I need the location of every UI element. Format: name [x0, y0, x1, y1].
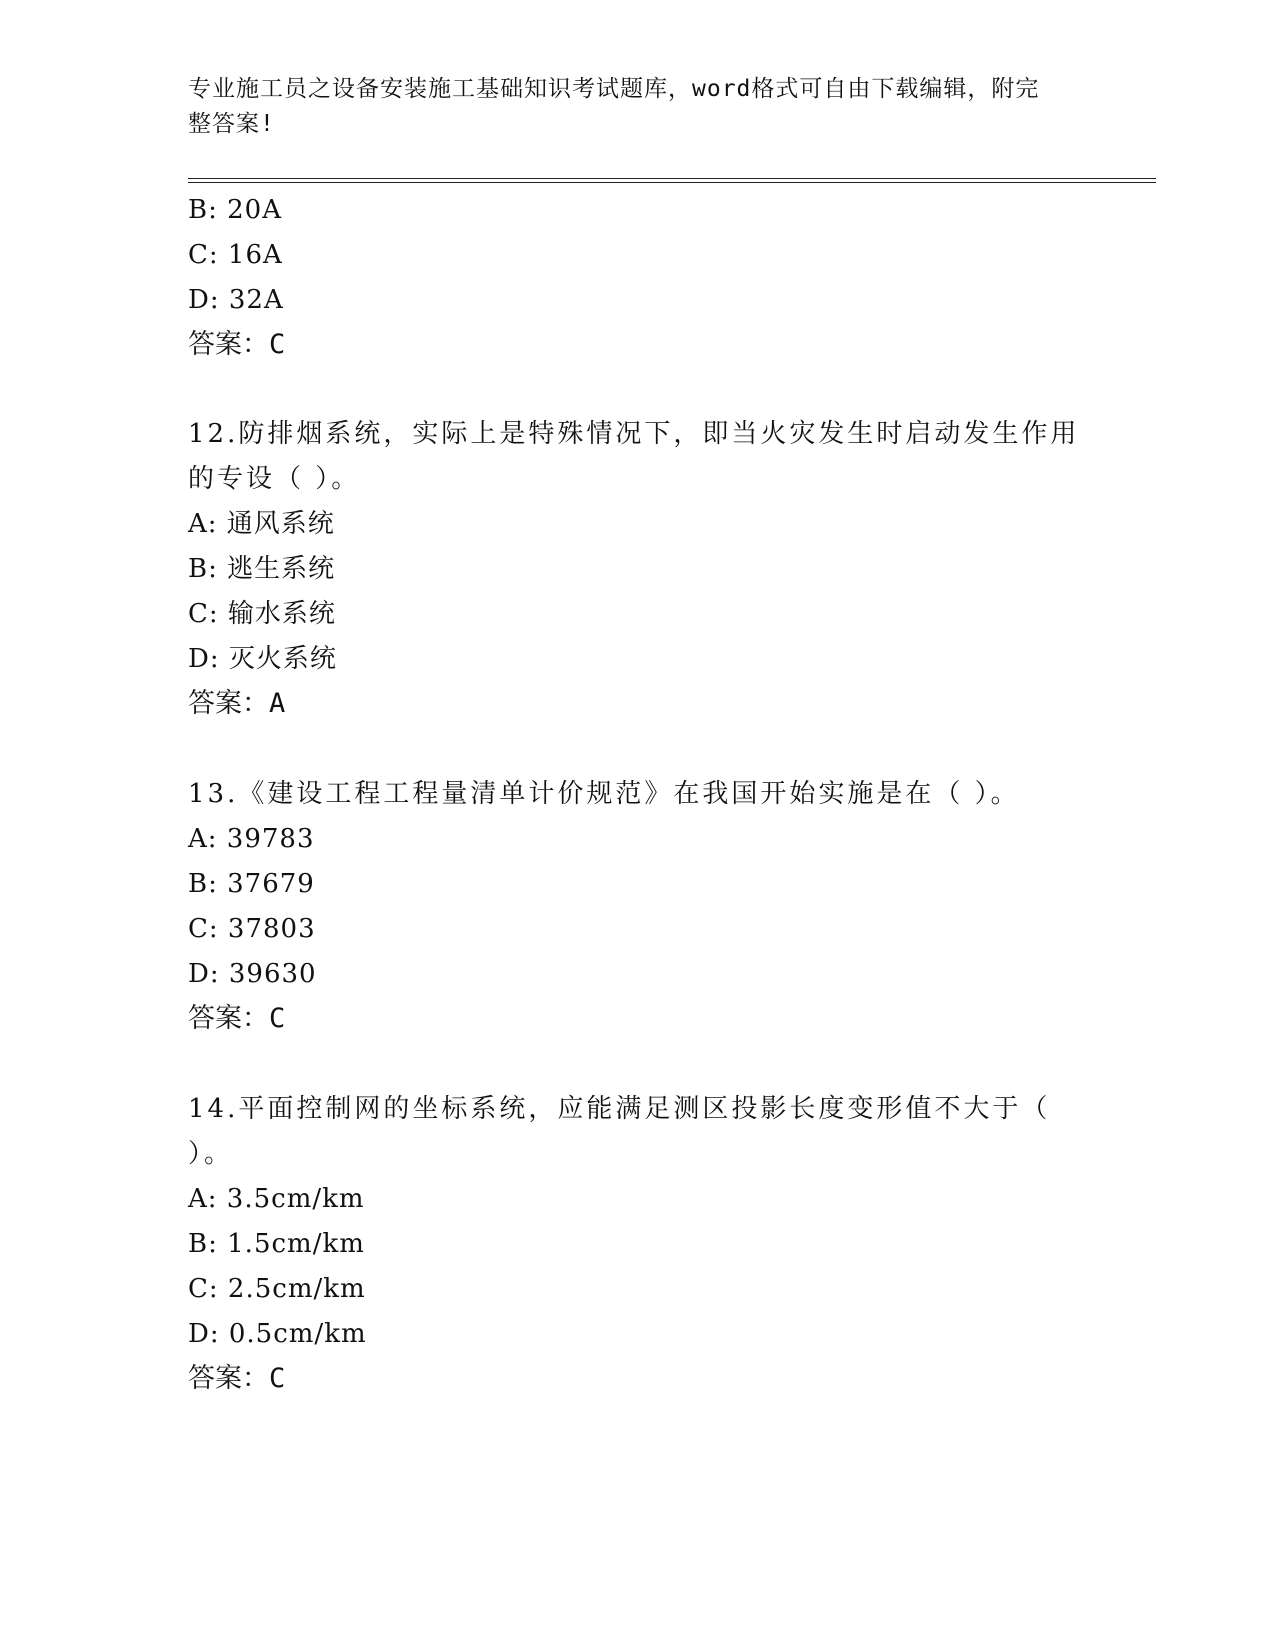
page-header	[188, 72, 1088, 142]
q14-option-a: A: 3.5cm/km	[188, 1184, 365, 1214]
header-title-line-1: 专业施工员之设备安装施工基础知识考试题库，word格式可自由下载编辑，附完	[188, 76, 1040, 102]
header-divider-top	[188, 178, 1156, 179]
q12-option-d: D: 灭火系统	[188, 644, 337, 674]
q14-stem-line-2: ）。	[188, 1139, 234, 1169]
header-divider-bottom	[188, 182, 1156, 183]
q14-option-b: B: 1.5cm/km	[188, 1229, 365, 1259]
q14-stem-line-1: 14.平面控制网的坐标系统，应能满足测区投影长度变形值不大于（	[188, 1094, 1051, 1124]
q14-answer: 答案：C	[188, 1363, 286, 1394]
q11-option-b: B: 20A	[188, 195, 282, 225]
q13-option-c: C: 37803	[188, 914, 316, 944]
q12-option-a: A: 通风系统	[188, 509, 335, 539]
q13-stem-line-1: 13.《建设工程工程量清单计价规范》在我国开始实施是在（ ）。	[188, 779, 1020, 809]
q11-answer: 答案：C	[188, 329, 286, 360]
q11-option-d: D: 32A	[188, 285, 284, 315]
q12-stem-line-2: 的专设（ ）。	[188, 464, 361, 494]
q13-option-b: B: 37679	[188, 869, 315, 899]
q13-option-a: A: 39783	[188, 824, 315, 854]
q14-option-c: C: 2.5cm/km	[188, 1274, 366, 1304]
q11-option-c: C: 16A	[188, 240, 283, 270]
q12-option-b: B: 逃生系统	[188, 554, 336, 584]
q14-option-d: D: 0.5cm/km	[188, 1319, 367, 1349]
q13-option-d: D: 39630	[188, 959, 317, 989]
q12-option-c: C: 输水系统	[188, 599, 336, 629]
q12-stem-line-1: 12.防排烟系统，实际上是特殊情况下，即当火灾发生时启动发生作用	[188, 419, 1080, 449]
q12-answer: 答案：A	[188, 688, 286, 719]
q13-answer: 答案：C	[188, 1003, 286, 1034]
header-title-line-2: 整答案!	[188, 111, 275, 137]
